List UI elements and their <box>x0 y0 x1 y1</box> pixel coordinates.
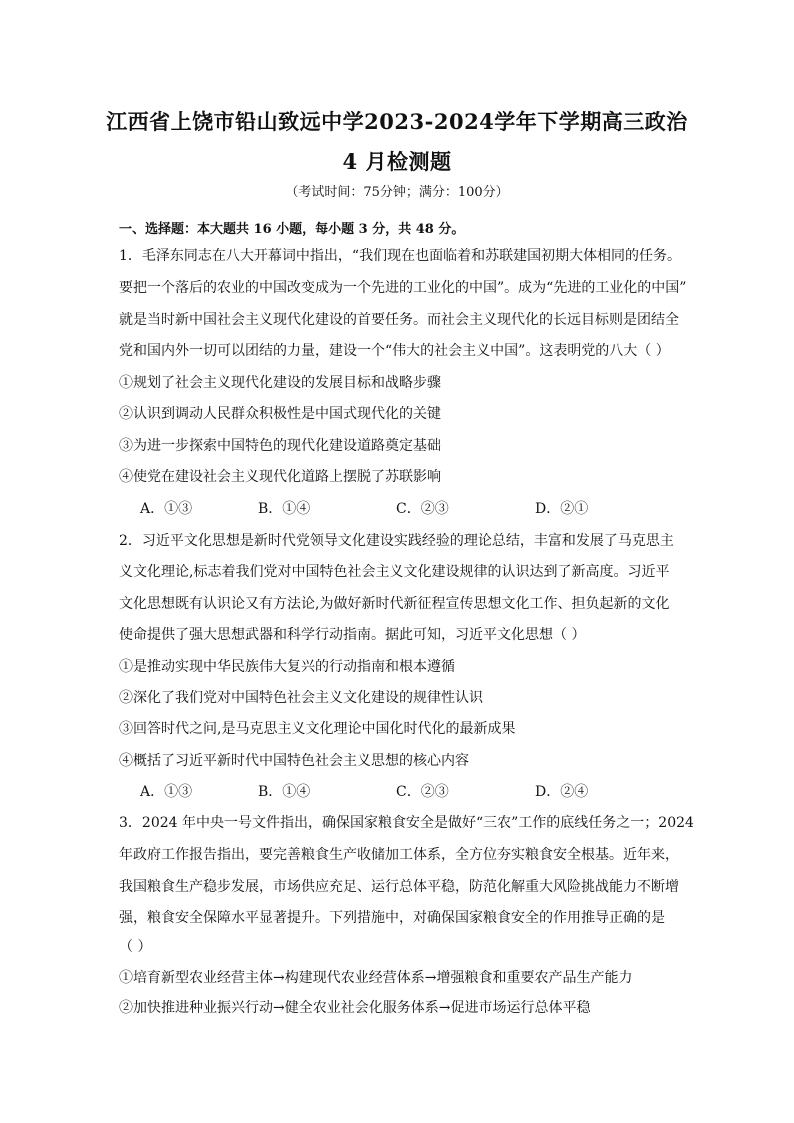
q3-stem-line: 我国粮食生产稳步发展，市场供应充足、运行总体平稳，防范化解重大风险挑战能力不断增 <box>119 879 679 895</box>
q1-option-b: B．①④ <box>258 501 311 517</box>
q1-option-a: A．①③ <box>140 501 193 517</box>
q2-option-d: D．②④ <box>535 784 589 800</box>
q2-item: ②深化了我们党对中国特色社会主义文化建设的规律性认识 <box>119 690 483 706</box>
q1-stem-line: 1．毛泽东同志在八大开幕词中指出，“我们现在也面临着和苏联建国初期大体相同的任务。 <box>119 248 682 264</box>
q2-item: ③回答时代之问,是马克思主义文化理论中国化时代化的最新成果 <box>119 721 516 737</box>
q2-stem-line: 2．习近平文化思想是新时代党领导文化建设实践经验的理论总结，丰富和发展了马克思主 <box>119 533 674 549</box>
q2-stem-line: 文化思想既有认识论又有方法论,为做好新时代新征程宣传思想文化工作、担负起新的文化 <box>119 596 670 612</box>
q1-item: ③为进一步探索中国特色的现代化建设道路奠定基础 <box>119 438 441 454</box>
q3-stem-line: 强，粮食安全保障水平显著提升。下列措施中，对确保国家粮食安全的作用推导正确的是 <box>119 910 665 926</box>
q2-option-a: A．①③ <box>140 784 193 800</box>
q2-stem-line: 使命提供了强大思想武器和科学行动指南。据此可知，习近平文化思想（ ） <box>119 627 586 643</box>
q3-item: ②加快推进种业振兴行动→健全农业社会化服务体系→促进市场运行总体平稳 <box>119 1000 591 1016</box>
q2-item: ④概括了习近平新时代中国特色社会主义思想的核心内容 <box>119 753 469 769</box>
q1-option-d: D．②① <box>535 501 589 517</box>
q1-stem-line: 党和国内外一切可以团结的力量，建设一个“伟大的社会主义中国”。这表明党的八大（ ） <box>119 343 670 359</box>
q1-item: ②认识到调动人民群众积极性是中国式现代化的关键 <box>119 406 441 422</box>
q1-item: ①规划了社会主义现代化建设的发展目标和战略步骤 <box>119 375 441 391</box>
q1-option-c: C．②③ <box>396 501 449 517</box>
q2-option-b: B．①④ <box>258 784 311 800</box>
exam-title-line2: 4 月检测题 <box>342 149 452 174</box>
q2-stem-line: 义文化理论,标志着我们党对中国特色社会主义文化建设规律的认识达到了新高度。习近平 <box>119 564 670 580</box>
q2-option-c: C．②③ <box>396 784 449 800</box>
q3-answer-blank: （ ） <box>119 939 152 955</box>
q3-item: ①培育新型农业经营主体→构建现代农业经营体系→增强粮食和重要农产品生产能力 <box>119 970 633 986</box>
q3-stem-line: 3．2024 年中央一号文件指出，确保国家粮食安全是做好“三农”工作的底线任务之一；2024 <box>119 815 694 831</box>
q1-item: ④使党在建设社会主义现代化道路上摆脱了苏联影响 <box>119 469 441 485</box>
exam-title-line1: 江西省上饶市铅山致远中学2023-2024学年下学期高三政治 <box>106 109 688 134</box>
q1-stem-line: 要把一个落后的农业的中国改变成为一个先进的工业化的中国”。成为“先进的工业化的中国” <box>119 280 687 296</box>
q3-stem-line: 年政府工作报告指出，要完善粮食生产收储加工体系，全方位夯实粮食安全根基。近年来， <box>119 847 679 863</box>
exam-info: （考试时间：75分钟；满分：100分） <box>285 185 509 200</box>
q2-item: ①是推动实现中华民族伟大复兴的行动指南和根本遵循 <box>119 659 455 675</box>
q1-stem-line: 就是当时新中国社会主义现代化建设的首要任务。而社会主义现代化的长远目标则是团结全 <box>119 312 679 328</box>
section-heading: 一、选择题：本大题共 16 小题，每小题 3 分，共 48 分。 <box>119 222 465 237</box>
